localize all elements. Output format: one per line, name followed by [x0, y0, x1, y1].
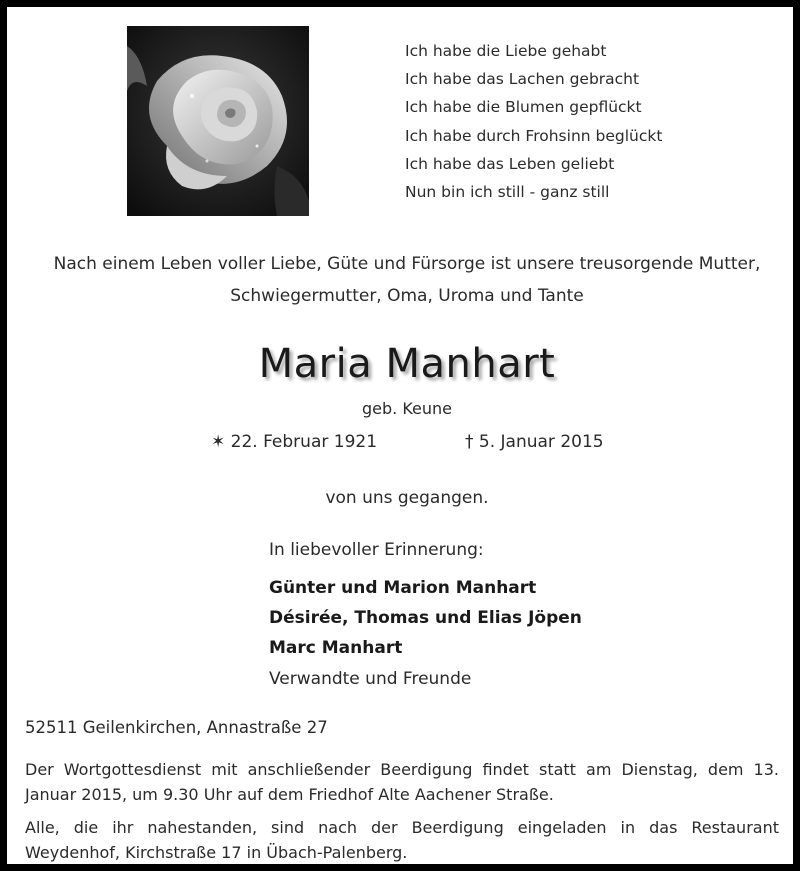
poem-line: Nun bin ich still - ganz still: [405, 183, 610, 202]
mourner-item: Günter und Marion Manhart: [269, 578, 537, 598]
deceased-name: Maria Manhart: [258, 341, 556, 387]
invitation-text: Alle, die ihr nahestanden, sind nach der Beerdigung eingeladen in das Restaurant Weydenhof, Kirchstraße 17 in Übach-Palenberg.: [25, 818, 779, 862]
relatives-text: Verwandte und Freunde: [269, 669, 472, 689]
poem-line: Ich habe die Liebe gehabt: [405, 42, 607, 60]
birth-date: ✶ 22. Februar 1921: [211, 432, 378, 452]
poem: [405, 37, 662, 206]
poem-line: Ich habe das Lachen gebracht: [405, 70, 640, 89]
mourners-list: [269, 573, 582, 663]
memory-label: In liebevoller Erinnerung:: [269, 540, 484, 560]
rose-photo: [127, 26, 309, 216]
intro-text: [7, 248, 800, 312]
poem-line: Ich habe die Blumen gepflückt: [405, 98, 642, 117]
passed-text: von uns gegangen.: [325, 488, 489, 508]
poem-line: Ich habe durch Frohsinn beglückt: [405, 126, 663, 145]
mourner-item: Désirée, Thomas und Elias Jöpen: [269, 608, 582, 628]
intro-line: Schwiegermutter, Oma, Uroma und Tante: [230, 286, 584, 306]
poem-line: Ich habe das Leben geliebt: [405, 154, 615, 173]
death-date: † 5. Januar 2015: [465, 432, 604, 452]
service-text: Der Wortgottesdienst mit anschließender Beerdigung findet statt am Dienstag, dem 13. Januar 2015, um 9.30 Uhr auf dem Friedhof Alte Aachener Straße.: [25, 760, 779, 804]
rose-icon: [127, 26, 309, 216]
mourner-item: Marc Manhart: [269, 638, 403, 658]
intro-line: Nach einem Leben voller Liebe, Güte und Fürsorge ist unsere treusorgende Mutter,: [53, 254, 761, 274]
birth-name: geb. Keune: [362, 399, 452, 418]
address: 52511 Geilenkirchen, Annastraße 27: [25, 718, 328, 737]
